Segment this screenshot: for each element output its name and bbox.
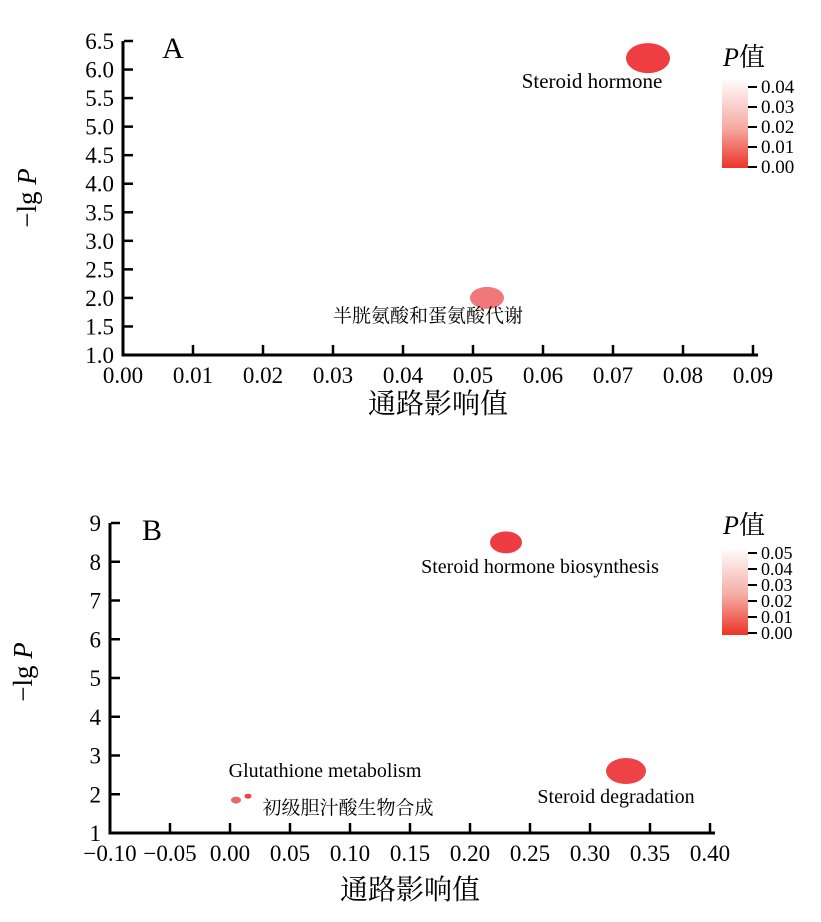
- bubble-steroid-hormone-biosynthesis: [490, 531, 522, 553]
- legend-tick-label: 0.00: [761, 157, 795, 178]
- x-axis-title: 通路影响值: [339, 875, 481, 906]
- y-tick-label: 1.5: [85, 314, 114, 340]
- x-tick-label: 0.30: [569, 841, 611, 866]
- legend-tick-label: 0.04: [761, 559, 793, 579]
- y-tick-label: 8: [89, 549, 101, 575]
- x-tick-label: −0.10: [83, 841, 137, 866]
- y-tick-label: 5.0: [85, 114, 114, 140]
- y-tick-label: 6.5: [85, 29, 114, 54]
- legend-title: P值: [723, 43, 765, 72]
- y-tick-label: 4.0: [85, 171, 114, 197]
- y-tick-label: 2: [89, 782, 101, 808]
- y-tick-label: 2.0: [85, 285, 114, 311]
- y-tick-label: 2.5: [85, 257, 114, 283]
- x-tick-label: 0.05: [452, 363, 494, 388]
- x-tick-label: 0.00: [209, 841, 251, 866]
- y-tick-label: 3.5: [85, 200, 114, 226]
- legend-tick-label: 0.03: [761, 575, 793, 595]
- legend-tick-label: 0.01: [761, 137, 795, 158]
- bubble-label: Steroid hormone: [521, 69, 663, 93]
- bubble-glutathione-metabolism: [231, 797, 241, 804]
- x-tick-label: 0.05: [269, 841, 311, 866]
- y-tick-label: 5: [89, 666, 101, 691]
- x-tick-label: 0.04: [382, 363, 424, 388]
- y-tick-label: 6.0: [85, 57, 114, 83]
- y-tick-label: 5.5: [85, 86, 114, 112]
- legend-gradient-bar: [722, 80, 748, 168]
- legend-tick-label: 0.04: [761, 77, 795, 98]
- bubble-label: 初级胆汁酸生物合成: [262, 798, 434, 819]
- x-tick-label: 0.09: [732, 363, 774, 388]
- x-tick-label: 0.35: [629, 841, 671, 866]
- x-tick-label: 0.15: [389, 841, 431, 866]
- x-tick-label: 0.06: [522, 363, 564, 388]
- legend-colorbar: [722, 511, 793, 643]
- y-tick-label: 3: [89, 743, 101, 769]
- y-tick-label: 6: [89, 627, 101, 653]
- x-tick-label: 0.00: [102, 363, 144, 388]
- panel-letter: B: [141, 514, 163, 547]
- x-tick-label: 0.25: [509, 841, 551, 866]
- y-axis-title: −lg P: [12, 168, 42, 228]
- x-tick-label: 0.03: [312, 363, 354, 388]
- x-tick-label: 0.40: [689, 841, 731, 866]
- legend-tick-label: 0.03: [761, 97, 795, 118]
- x-tick-label: 0.08: [662, 363, 704, 388]
- legend-tick-label: 0.05: [761, 543, 793, 563]
- y-tick-label: 4: [89, 704, 101, 730]
- legend-colorbar: [722, 43, 795, 178]
- y-tick-label: 7: [89, 588, 101, 614]
- legend-tick-label: 0.02: [761, 117, 795, 138]
- y-tick-label: 9: [89, 511, 101, 536]
- x-tick-label: 0.10: [329, 841, 371, 866]
- x-tick-label: 0.01: [172, 363, 214, 388]
- x-tick-label: 0.02: [242, 363, 284, 388]
- panel-letter: A: [162, 32, 184, 65]
- bubble-label: Steroid degradation: [537, 786, 695, 808]
- x-tick-label: 0.07: [592, 363, 634, 388]
- bubble-steroid-degradation: [606, 758, 646, 784]
- legend-gradient-bar: [722, 549, 748, 635]
- legend-tick-label: 0.01: [761, 607, 793, 627]
- y-tick-label: 1: [89, 821, 101, 846]
- panel-A: [12, 29, 795, 420]
- legend-title: P值: [723, 511, 765, 540]
- bubble-label: Glutathione metabolism: [228, 760, 422, 782]
- x-tick-label: 0.20: [449, 841, 491, 866]
- y-tick-label: 3.0: [85, 228, 114, 254]
- x-axis-title: 通路影响值: [367, 389, 509, 420]
- x-tick-label: −0.05: [143, 841, 197, 866]
- bubble-初级胆汁酸生物合成: [245, 794, 252, 799]
- y-tick-label: 1.0: [85, 343, 114, 368]
- y-tick-label: 4.5: [85, 143, 114, 169]
- bubble-label: 半胱氨酸和蛋氨酸代谢: [332, 306, 524, 327]
- panel-B: [8, 511, 793, 906]
- bubble-label: Steroid hormone biosynthesis: [421, 556, 659, 578]
- y-axis-title: −lg P: [8, 642, 38, 702]
- legend-tick-label: 0.00: [761, 623, 793, 643]
- legend-tick-label: 0.02: [761, 591, 793, 611]
